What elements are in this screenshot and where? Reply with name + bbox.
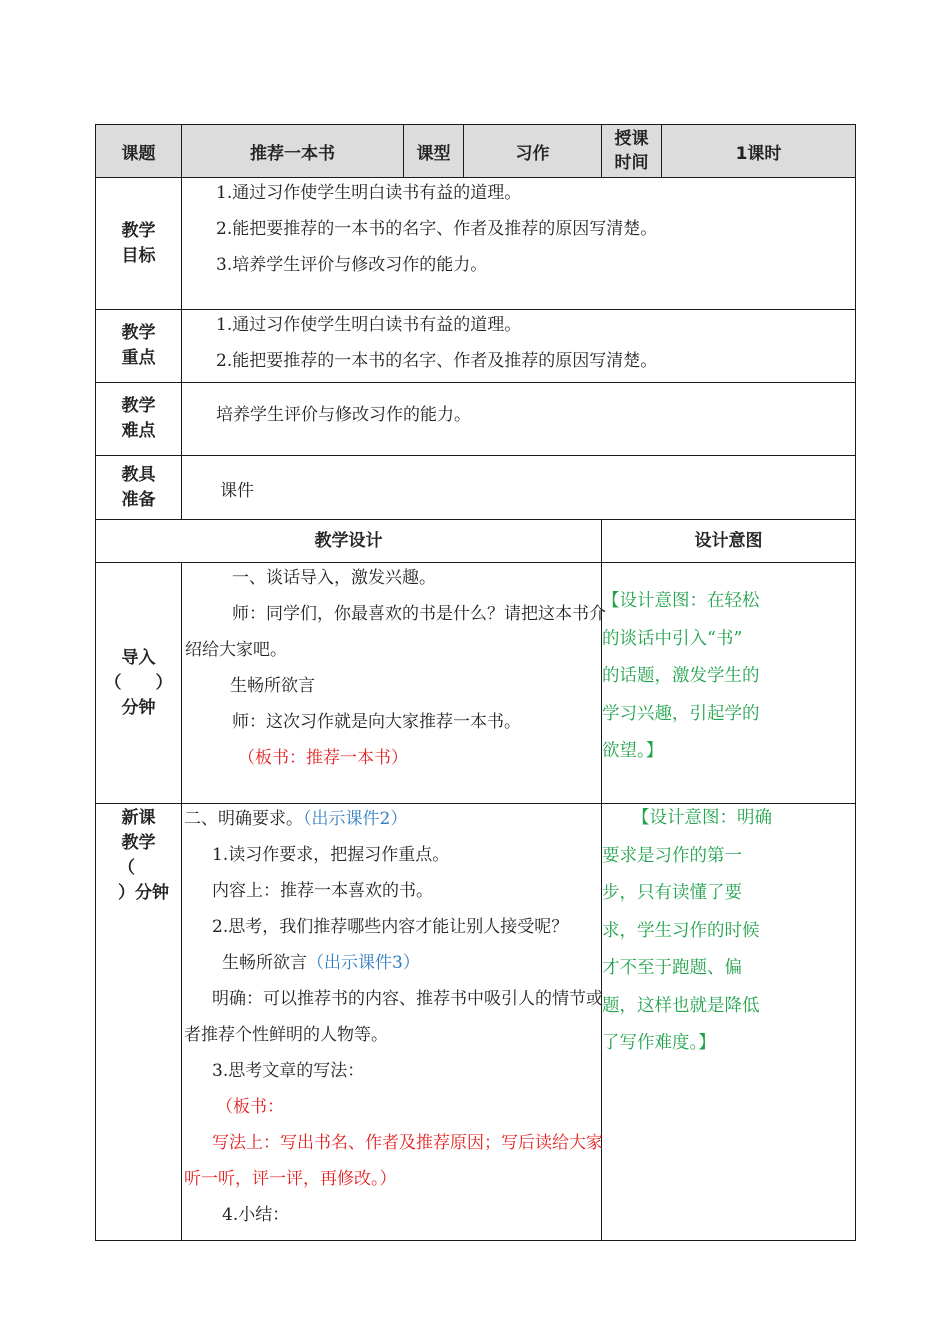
courseware-note: （出示课件3） — [307, 953, 420, 973]
courseware-note: （出示课件2） — [303, 809, 408, 829]
intro-intent-line: 欲望。】 — [602, 741, 664, 761]
new-lesson-line: 1.读习作要求，把握习作重点。 — [212, 845, 450, 865]
new-lesson-intent-line: 了写作难度。】 — [602, 1033, 716, 1053]
topic-value: 推荐一本书 — [182, 125, 404, 178]
key-point-item: 2.能把要推荐的一本书的名字、作者及推荐的原因写清楚。 — [216, 351, 658, 371]
new-lesson-intent — [602, 804, 856, 1241]
board-note: 写法上：写出书名、作者及推荐原因；写后读给大家 — [212, 1133, 603, 1153]
materials-text: 课件 — [220, 480, 254, 501]
new-lesson-line: 二、明确要求。（出示课件2） — [184, 809, 408, 829]
lesson-plan-table — [95, 124, 856, 1241]
new-lesson-label: 新课 教学 （ ）分钟 — [96, 804, 182, 1241]
intro-intent — [602, 563, 856, 804]
intro-line: 绍给大家吧。 — [185, 640, 287, 660]
intro-board-note: （板书：推荐一本书） — [238, 748, 408, 768]
key-point-item: 1.通过习作使学生明白读书有益的道理。 — [216, 315, 522, 335]
new-lesson-intent-line: 题，这样也就是降低 — [602, 995, 760, 1016]
new-lesson-line: 生畅所欲言（出示课件3） — [222, 953, 420, 973]
objectives-label: 教学目标 — [96, 178, 182, 310]
objective-item: 2.能把要推荐的一本书的名字、作者及推荐的原因写清楚。 — [216, 219, 658, 239]
new-lesson-intent-line: 步，只有读懂了要 — [602, 883, 742, 903]
intro-intent-line: 学习兴趣，引起学的 — [602, 703, 760, 724]
topic-label: 课题 — [96, 125, 182, 178]
board-note: （板书： — [216, 1097, 284, 1117]
hours-value: 1课时 — [662, 125, 856, 178]
objectives-content — [182, 178, 856, 310]
new-lesson-intent-line: 才不至于跑题、偏 — [602, 958, 742, 978]
difficulties-content — [182, 383, 856, 456]
intro-intent-line: 的话题，激发学生的 — [602, 666, 760, 686]
intro-line: 生畅所欲言 — [230, 676, 315, 696]
intro-line: 师：同学们，你最喜欢的书是什么？请把这本书介 — [232, 604, 606, 624]
design-header: 教学设计 — [96, 520, 602, 563]
new-lesson-intent-line: 要求是习作的第一 — [602, 845, 742, 866]
materials-content — [182, 456, 856, 520]
new-lesson-line: 者推荐个性鲜明的人物等。 — [184, 1025, 388, 1045]
key-points-row — [96, 310, 856, 383]
intent-header: 设计意图 — [602, 520, 856, 563]
new-lesson-intent-line: 求，学生习作的时候 — [602, 920, 760, 941]
objective-item: 3.培养学生评价与修改习作的能力。 — [216, 255, 488, 275]
new-lesson-line: 内容上：推荐一本喜欢的书。 — [212, 881, 433, 901]
difficulty-text: 培养学生评价与修改习作的能力。 — [216, 405, 471, 425]
intro-row — [96, 563, 856, 804]
intro-line: 师：这次习作就是向大家推荐一本书。 — [232, 712, 521, 732]
materials-label: 教具准备 — [96, 456, 182, 520]
key-points-content — [182, 310, 856, 383]
intro-label: 导入 （ ） 分钟 — [96, 563, 182, 804]
header-row — [96, 125, 856, 178]
objectives-row — [96, 178, 856, 310]
new-lesson-content — [182, 804, 602, 1241]
materials-row — [96, 456, 856, 520]
difficulties-row — [96, 383, 856, 456]
intro-line: 一、谈话导入，激发兴趣。 — [232, 568, 436, 588]
board-note: 听一听，评一评，再修改。） — [184, 1169, 397, 1189]
difficulties-label: 教学难点 — [96, 383, 182, 456]
intro-content — [182, 563, 606, 804]
objective-item: 1.通过习作使学生明白读书有益的道理。 — [216, 183, 522, 203]
new-lesson-line: 3.思考文章的写法： — [212, 1061, 365, 1081]
section-header-row — [96, 520, 856, 563]
time-label: 授课时间 — [602, 125, 662, 178]
intro-intent-line: 的谈话中引入“书” — [602, 628, 743, 649]
new-lesson-line: 4.小结： — [222, 1205, 290, 1225]
new-lesson-row — [96, 804, 856, 1241]
type-label: 课型 — [404, 125, 464, 178]
type-value: 习作 — [464, 125, 602, 178]
new-lesson-line: 明确：可以推荐书的内容、推荐书中吸引人的情节或 — [212, 989, 603, 1009]
key-points-label: 教学重点 — [96, 310, 182, 383]
new-lesson-intent-line: 【设计意图：明确 — [632, 808, 772, 828]
intro-intent-line: 【设计意图：在轻松 — [602, 591, 760, 611]
new-lesson-line: 2.思考，我们推荐哪些内容才能让别人接受呢？ — [212, 917, 569, 937]
